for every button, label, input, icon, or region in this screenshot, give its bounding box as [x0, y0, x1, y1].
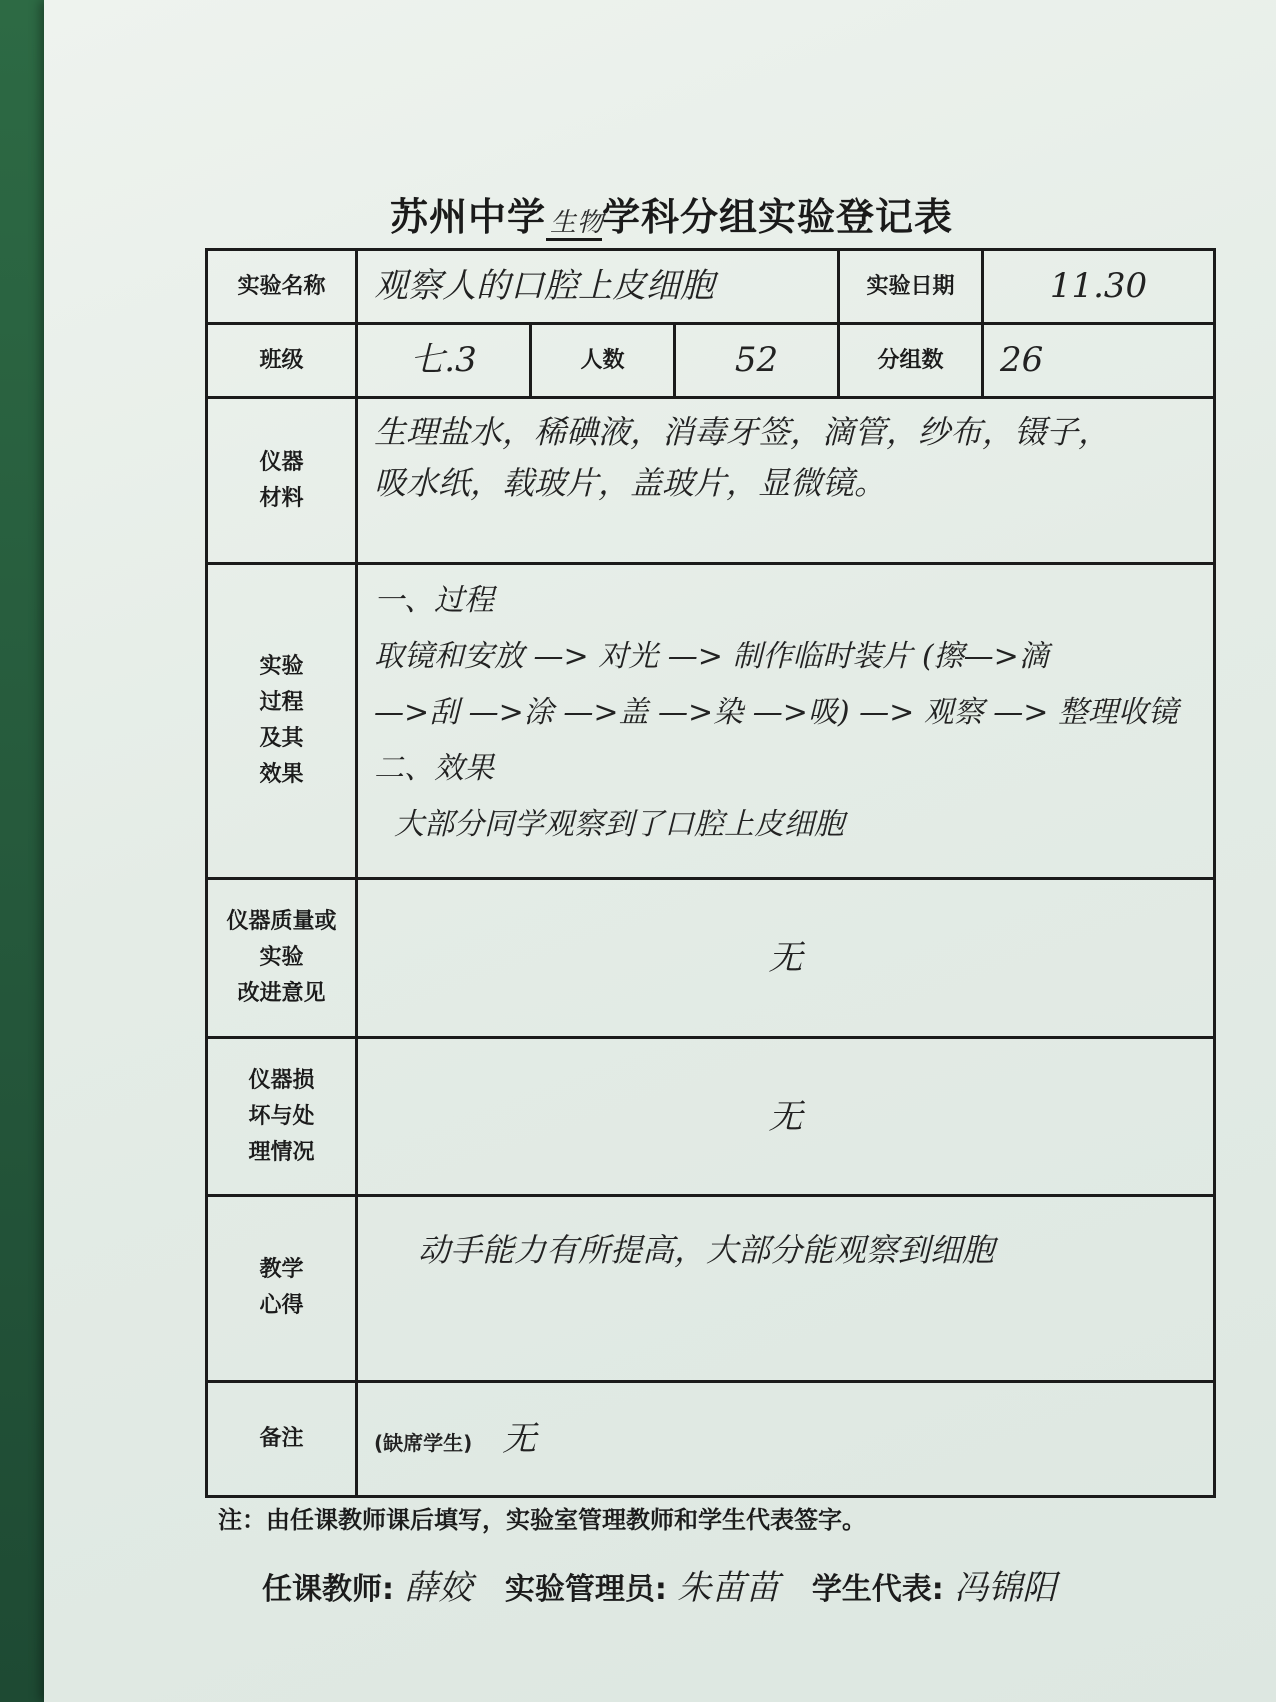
process-label-line3: 及其 [259, 725, 304, 751]
registration-table [205, 248, 1216, 1498]
row-class-info [207, 324, 1215, 398]
student-label: 学生代表: [811, 1572, 944, 1607]
process-label-line2: 过程 [259, 689, 304, 715]
row-quality [207, 878, 1215, 1038]
count-label: 人数 [531, 324, 675, 398]
manager-label: 实验管理员: [504, 1572, 667, 1607]
title-subject-blank [546, 198, 605, 241]
groups-value: 26 [983, 324, 1215, 398]
row-process [207, 563, 1215, 878]
experiment-date-label: 实验日期 [839, 250, 983, 324]
process-line1: 一、过程 [374, 582, 494, 618]
signature-line [262, 1560, 1182, 1620]
damage-label-line1: 仪器损 [248, 1067, 315, 1093]
process-line5: 大部分同学观察到了口腔上皮细胞 [394, 806, 844, 842]
materials-value [357, 398, 1215, 564]
class-value: 七.3 [357, 324, 531, 398]
process-line3: —>刮 —>涂 —>盖 —>染 —>吸) —> 观察 —> 整理收镜 [374, 694, 1178, 730]
materials-label-line2: 材料 [259, 485, 304, 511]
student-signature: 冯锦阳 [954, 1568, 1057, 1608]
title-suffix: 学科分组实验登记表 [602, 195, 954, 239]
footer-note: 注：由任课教师课后填写，实验室管理教师和学生代表签字。 [218, 1506, 866, 1534]
process-label [207, 563, 357, 878]
materials-label-line1: 仪器 [259, 449, 304, 475]
materials-label [207, 398, 357, 564]
title-prefix: 苏州中学 [390, 195, 547, 239]
reflection-label-line1: 教学 [259, 1257, 304, 1283]
materials-line2: 吸水纸，载玻片，盖玻片，显微镜。 [374, 464, 887, 503]
quality-label-line1: 仪器质量或 [226, 909, 337, 935]
damage-label [207, 1038, 357, 1196]
groups-label: 分组数 [839, 324, 983, 398]
quality-label-line2: 实验 [259, 945, 304, 971]
title-subject: 生物 [550, 208, 605, 238]
row-reflection [207, 1196, 1215, 1382]
reflection-value: 动手能力有所提高，大部分能观察到细胞 [357, 1196, 1215, 1382]
damage-label-line2: 坏与处 [248, 1103, 315, 1129]
process-value [357, 563, 1215, 878]
process-label-line4: 效果 [259, 761, 304, 787]
form-title [390, 186, 1030, 239]
process-line4: 二、效果 [374, 750, 494, 786]
quality-label-line3: 改进意见 [237, 981, 326, 1007]
class-label: 班级 [207, 324, 357, 398]
reflection-label-line2: 心得 [259, 1293, 304, 1319]
quality-value: 无 [357, 878, 1215, 1038]
count-value: 52 [675, 324, 839, 398]
row-materials [207, 398, 1215, 564]
teacher-label: 任课教师: [262, 1572, 394, 1607]
absent-students-label: (缺席学生) [374, 1430, 473, 1455]
row-remarks [207, 1381, 1215, 1496]
row-damage [207, 1038, 1215, 1196]
remarks-value: 无 [502, 1418, 537, 1459]
reflection-label [207, 1196, 357, 1382]
remarks-value-cell [357, 1381, 1215, 1496]
remarks-label: 备注 [207, 1381, 357, 1496]
materials-line1: 生理盐水，稀碘液，消毒牙签，滴管，纱布，镊子， [374, 413, 1111, 452]
teacher-signature: 薛姣 [404, 1568, 473, 1608]
manager-signature: 朱苗苗 [677, 1568, 780, 1608]
damage-label-line3: 理情况 [248, 1139, 315, 1165]
experiment-date-value: 11.30 [983, 250, 1215, 324]
experiment-name-value: 观察人的口腔上皮细胞 [357, 250, 839, 324]
row-experiment-name [207, 250, 1215, 324]
process-line2: 取镜和安放 —> 对光 —> 制作临时装片 (擦—>滴 [374, 638, 1049, 674]
quality-label [207, 878, 357, 1038]
experiment-name-label: 实验名称 [207, 250, 357, 324]
process-label-line1: 实验 [259, 653, 304, 679]
damage-value: 无 [357, 1038, 1215, 1196]
